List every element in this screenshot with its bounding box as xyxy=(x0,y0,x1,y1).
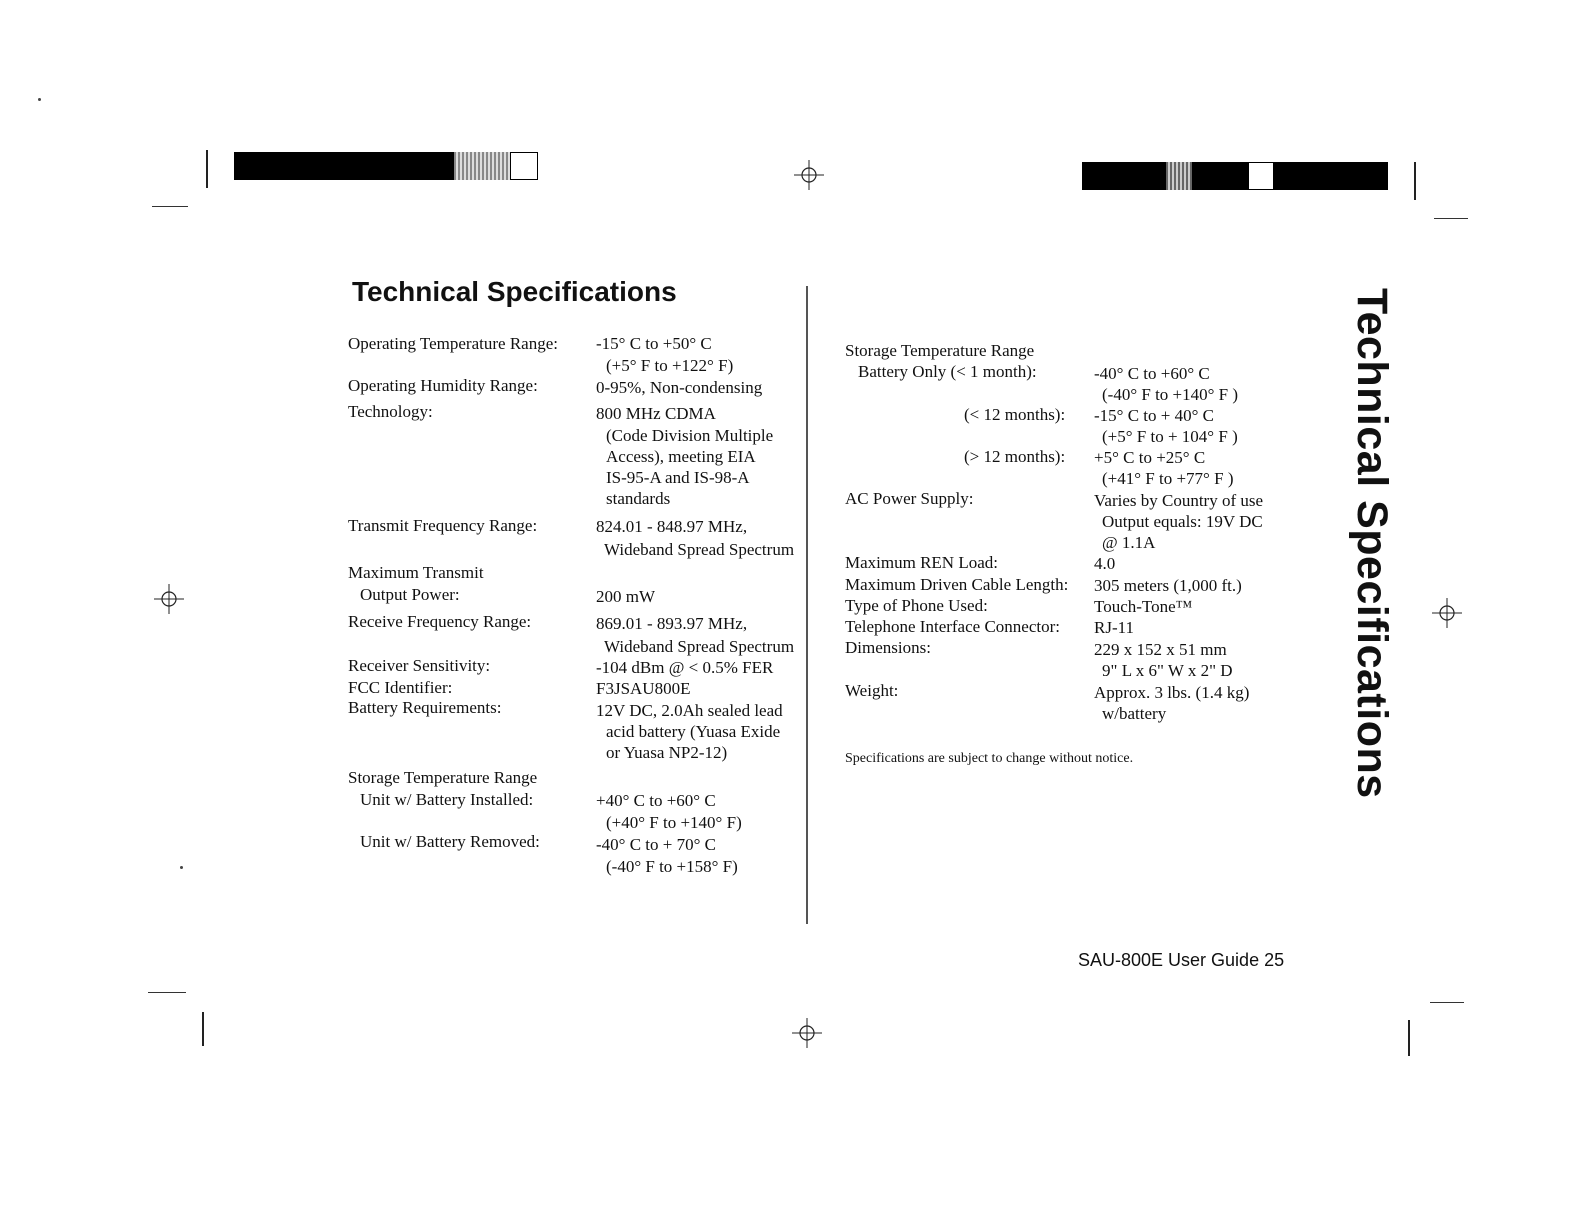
spec-label: Receive Frequency Range: xyxy=(348,612,532,631)
spec-value: +40° C to +60° C xyxy=(596,791,716,810)
spec-value: (+41° F to +77° F ) xyxy=(1102,469,1234,488)
spec-label: Storage Temperature Range xyxy=(348,768,538,787)
spec-label: FCC Identifier: xyxy=(348,678,453,697)
spec-value: -15° C to + 40° C xyxy=(1094,406,1214,425)
crop-mark xyxy=(202,1012,204,1046)
side-title-text: Technical Specifications xyxy=(1348,288,1396,799)
spec-value: 0-95%, Non-condensing xyxy=(596,378,763,397)
spec-value: 4.0 xyxy=(1094,554,1116,573)
spec-value: -40° C to +60° C xyxy=(1094,364,1210,383)
spec-label: Weight: xyxy=(845,681,899,700)
crop-mark xyxy=(1414,162,1416,200)
spec-label: (> 12 months): xyxy=(964,447,1066,466)
spec-value: -15° C to +50° C xyxy=(596,334,712,353)
spec-value: (-40° F to +158° F) xyxy=(606,857,738,876)
registration-bar-blank xyxy=(510,152,538,180)
spec-label: AC Power Supply: xyxy=(845,489,974,508)
spec-value: standards xyxy=(606,489,671,508)
spec-value: +5° C to +25° C xyxy=(1094,448,1206,467)
spec-label: Battery Only (< 1 month): xyxy=(858,362,1037,381)
spec-value: -104 dBm @ < 0.5% FER xyxy=(596,658,774,677)
spec-value: Access), meeting EIA xyxy=(606,447,756,466)
spec-value: 9" L x 6" W x 2" D xyxy=(1102,661,1233,680)
speck xyxy=(38,98,41,101)
spec-value: 12V DC, 2.0Ah sealed lead xyxy=(596,701,783,720)
spec-label: Unit w/ Battery Removed: xyxy=(360,832,540,851)
page-title: Technical Specifications xyxy=(352,276,677,307)
spec-value: acid battery (Yuasa Exide xyxy=(606,722,781,741)
spec-value: IS-95-A and IS-98-A xyxy=(606,468,750,487)
spec-label: Operating Temperature Range: xyxy=(348,334,558,353)
registration-bar-pattern xyxy=(454,152,510,180)
spec-label: Transmit Frequency Range: xyxy=(348,516,538,535)
spec-label: Type of Phone Used: xyxy=(845,596,988,615)
spec-value: @ 1.1A xyxy=(1102,533,1156,552)
spec-value: Wideband Spread Spectrum xyxy=(604,540,795,559)
spec-value: (+40° F to +140° F) xyxy=(606,813,742,832)
spec-label: Technology: xyxy=(348,402,433,421)
spec-label: Battery Requirements: xyxy=(348,698,502,717)
spec-value: 305 meters (1,000 ft.) xyxy=(1094,576,1242,595)
disclaimer-note: Specifications are subject to change without notice. xyxy=(845,751,1134,766)
spec-value: w/battery xyxy=(1102,704,1167,723)
crop-mark xyxy=(148,992,186,993)
spec-value: 824.01 - 848.97 MHz, xyxy=(596,517,748,536)
registration-bar-right-3 xyxy=(1274,162,1388,190)
column-divider xyxy=(806,286,808,924)
spec-value: 869.01 - 893.97 MHz, xyxy=(596,614,748,633)
registration-crosshair-icon xyxy=(154,584,184,614)
spec-value: RJ-11 xyxy=(1094,618,1134,637)
page-footer: SAU-800E User Guide 25 xyxy=(1078,950,1285,970)
spec-value: (+5° F to +122° F) xyxy=(606,356,734,375)
crop-mark xyxy=(206,150,208,188)
spec-label: Maximum Driven Cable Length: xyxy=(845,575,1069,594)
spec-label: Telephone Interface Connector: xyxy=(845,617,1060,636)
registration-bar-right-2 xyxy=(1192,162,1248,190)
crop-mark xyxy=(1408,1020,1410,1056)
spec-value: Varies by Country of use xyxy=(1094,491,1264,510)
crop-mark xyxy=(1434,218,1468,219)
spec-value: 229 x 152 x 51 mm xyxy=(1094,640,1227,659)
spec-value: Touch-Tone™ xyxy=(1094,597,1193,616)
spec-value: -40° C to + 70° C xyxy=(596,835,716,854)
registration-bar-blank xyxy=(1248,162,1274,190)
spec-label: (< 12 months): xyxy=(964,405,1066,424)
spec-value: 800 MHz CDMA xyxy=(596,404,716,423)
registration-bar-left xyxy=(234,152,454,180)
spec-value: 200 mW xyxy=(596,587,656,606)
crop-mark xyxy=(152,206,188,207)
spec-label: Dimensions: xyxy=(845,638,931,657)
spec-label: Output Power: xyxy=(360,585,460,604)
spec-value: Output equals: 19V DC xyxy=(1102,512,1263,531)
registration-crosshair-icon xyxy=(794,160,824,190)
spec-label: Receiver Sensitivity: xyxy=(348,656,491,675)
spec-label: Storage Temperature Range xyxy=(845,341,1035,360)
spec-label: Unit w/ Battery Installed: xyxy=(360,790,534,809)
side-title xyxy=(1332,288,1396,848)
spec-value: (-40° F to +140° F ) xyxy=(1102,385,1239,404)
registration-bar-pattern xyxy=(1166,162,1192,190)
spec-label: Operating Humidity Range: xyxy=(348,376,538,395)
spec-label: Maximum Transmit xyxy=(348,563,484,582)
registration-crosshair-icon xyxy=(1432,598,1462,628)
spec-value: or Yuasa NP2-12) xyxy=(606,743,728,762)
spec-label: Maximum REN Load: xyxy=(845,553,998,572)
speck xyxy=(180,866,183,869)
registration-bar-right xyxy=(1082,162,1166,190)
crop-mark xyxy=(1430,1002,1464,1003)
registration-crosshair-icon xyxy=(792,1018,822,1048)
spec-value: F3JSAU800E xyxy=(596,679,691,698)
spec-value: Wideband Spread Spectrum xyxy=(604,637,795,656)
spec-value: (+5° F to + 104° F ) xyxy=(1102,427,1238,446)
spec-value: (Code Division Multiple xyxy=(606,426,774,445)
spec-value: Approx. 3 lbs. (1.4 kg) xyxy=(1094,683,1250,702)
